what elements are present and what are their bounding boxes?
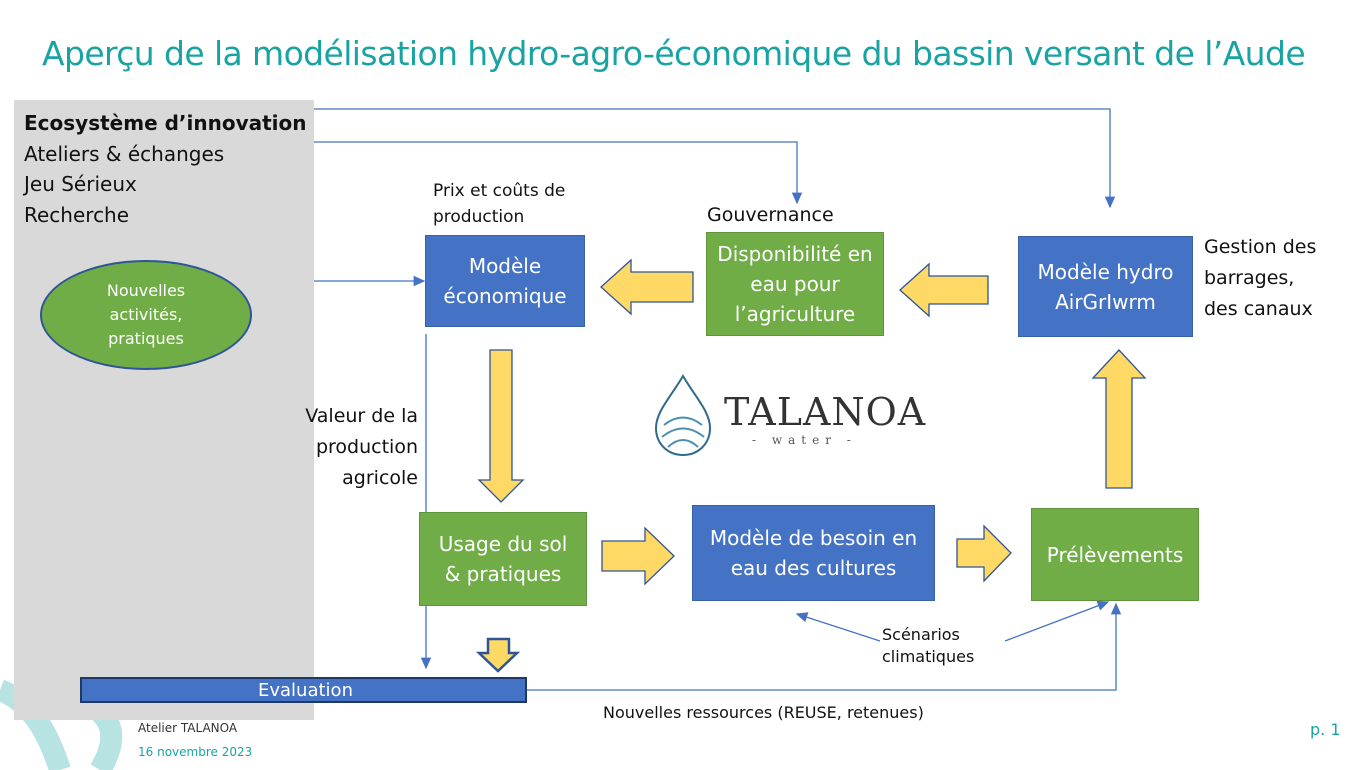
page-title: Aperçu de la modélisation hydro-agro-économique du bassin versant de l’Aude xyxy=(42,34,1306,73)
evaluation-label: Evaluation xyxy=(258,679,353,701)
talanoa-logo-sub: - water - xyxy=(752,433,857,447)
land-use-label: Usage du sol & pratiques xyxy=(438,532,568,586)
ecosystem-item: Jeu Sérieux xyxy=(24,172,137,196)
governance-label: Gouvernance xyxy=(707,204,834,226)
footer-date: 16 novembre 2023 xyxy=(138,745,253,759)
new-resources-label: Nouvelles ressources (REUSE, retenues) xyxy=(603,703,924,722)
climate-scenarios-label: Scénarios climatiques xyxy=(882,625,975,666)
price-costs-label: Prix et coûts de production xyxy=(433,181,566,227)
crop-water-need-label: Modèle de besoin en eau des cultures xyxy=(709,526,918,580)
ecosystem-item: Ateliers & échanges xyxy=(24,141,225,166)
talanoa-logo-text: TALANOA xyxy=(724,390,927,434)
ellipse-text: Nouvelles activités, pratiques xyxy=(106,281,186,348)
page-number: p. 1 xyxy=(1310,720,1341,739)
economic-model-label: Modèle économique xyxy=(443,254,567,308)
ecosystem-item: Recherche xyxy=(24,202,130,227)
production-value-label: Valeur de la production agricole xyxy=(305,405,418,489)
withdrawals-label: Prélèvements xyxy=(1046,542,1184,567)
water-availability-label: Disponibilité en eau pour l’agriculture xyxy=(717,242,873,326)
footer-event: Atelier TALANOA xyxy=(138,721,238,735)
ecosystem-heading: Ecosystème d’innovation xyxy=(24,111,307,135)
dam-management-label: Gestion des barrages, des canaux xyxy=(1204,236,1317,320)
hydro-model-label: Modèle hydro AirGrIwrm xyxy=(1037,259,1174,314)
evaluation-bar xyxy=(80,677,527,703)
